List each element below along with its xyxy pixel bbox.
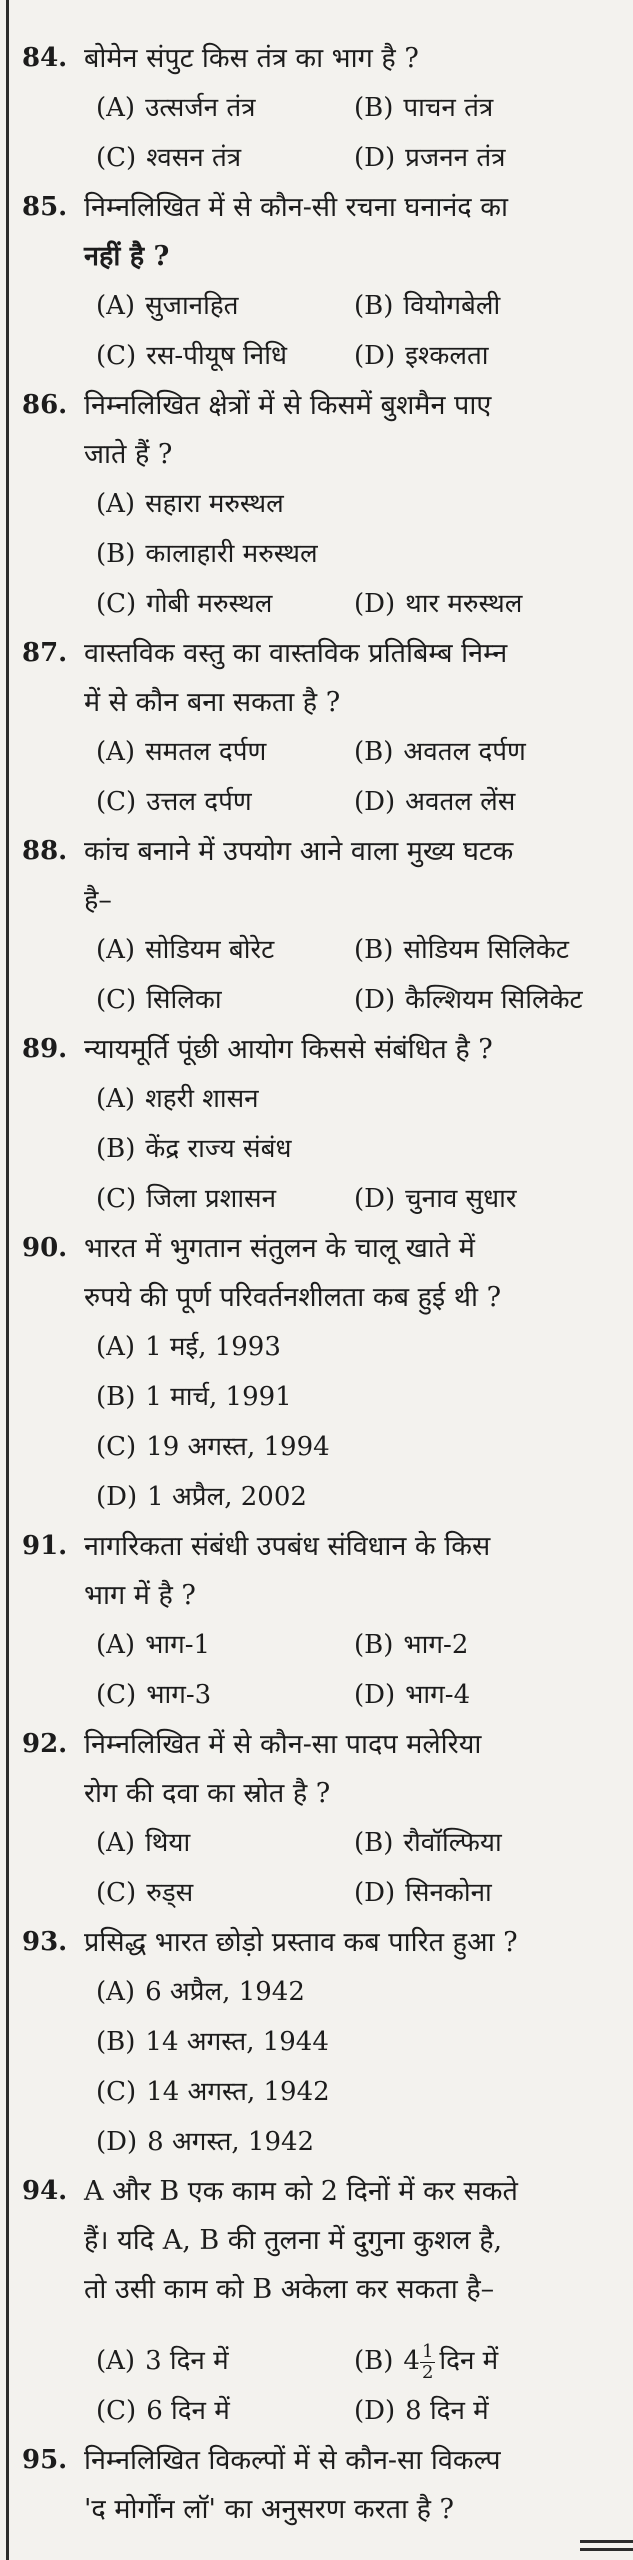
option-d[interactable]: (D) प्रजनन तंत्र	[354, 143, 506, 173]
option-b[interactable]: (B) रौवॉल्फिया	[354, 1828, 502, 1858]
question-number: 95.	[22, 2445, 68, 2475]
question-text: निम्नलिखित में से कौन-सी रचना घनानंद का नहीं है ?	[84, 192, 508, 272]
question-number: 88.	[22, 836, 68, 866]
option-c[interactable]: (C) भाग-3	[96, 1680, 212, 1710]
question-text: निम्नलिखित विकल्पों में से कौन-सा विकल्प 'द मोर्गोंन लॉ' का अनुसरण करता है ?	[84, 2445, 501, 2525]
option-b[interactable]: (B) 14 अगस्त, 1944	[96, 2027, 329, 2057]
question-88	[22, 827, 613, 1025]
question-text: वास्तविक वस्तु का वास्तविक प्रतिबिम्ब निम्न में से कौन बना सकता है ?	[84, 638, 508, 718]
question-number: 87.	[22, 638, 68, 668]
option-c[interactable]: (C) 6 दिन में	[96, 2396, 230, 2426]
question-number: 91.	[22, 1531, 68, 1561]
option-b[interactable]: (B) केंद्र राज्य संबंध	[96, 1134, 292, 1164]
option-c[interactable]: (C) रुड्स	[96, 1878, 194, 1908]
question-89	[22, 1025, 613, 1224]
option-d[interactable]: (D) 8 अगस्त, 1942	[96, 2127, 315, 2157]
option-b[interactable]: (B) पाचन तंत्र	[354, 93, 494, 123]
options	[22, 727, 613, 827]
options	[22, 2336, 613, 2436]
question-87	[22, 629, 613, 827]
option-c[interactable]: (C) सिलिका	[96, 985, 222, 1015]
option-b[interactable]: (B) वियोगबेली	[354, 291, 501, 321]
option-c[interactable]: (C) 19 अगस्त, 1994	[96, 1432, 330, 1462]
question-text: कांच बनाने में उपयोग आने वाला मुख्य घटक है–	[84, 836, 514, 916]
question-text: भारत में भुगतान संतुलन के चालू खाते में रुपये की पूर्ण परिवर्तनशीलता कब हुई थी ?	[84, 1233, 502, 1313]
question-number: 85.	[22, 192, 68, 222]
options	[22, 925, 613, 1025]
option-b[interactable]: (B) 1 मार्च, 1991	[96, 1382, 292, 1412]
options	[22, 1074, 613, 1224]
question-number: 90.	[22, 1233, 68, 1263]
fraction: $\frac{1}{2}$	[421, 2340, 434, 2383]
option-d[interactable]: (D) सिनकोना	[354, 1878, 492, 1908]
question-text: निम्नलिखित में से कौन-सा पादप मलेरिया रोग की दवा का स्रोत है ?	[84, 1729, 482, 1809]
option-c[interactable]: (C) जिला प्रशासन	[96, 1184, 277, 1214]
question-92	[22, 1720, 613, 1918]
option-b[interactable]: (B) कालाहारी मरुस्थल	[96, 539, 318, 569]
options	[22, 83, 613, 183]
option-c[interactable]: (C) उत्तल दर्पण	[96, 787, 252, 817]
option-c[interactable]: (C) श्वसन तंत्र	[96, 143, 242, 173]
option-a[interactable]: (A) थिया	[96, 1828, 191, 1858]
question-text: प्रसिद्ध भारत छोड़ो प्रस्ताव कब पारित हुआ ?	[84, 1927, 518, 1958]
options	[22, 281, 613, 381]
option-a[interactable]: (A) उत्सर्जन तंत्र	[96, 93, 256, 123]
question-93	[22, 1918, 613, 2167]
option-a[interactable]: (A) शहरी शासन	[96, 1084, 259, 1114]
question-94	[22, 2167, 613, 2436]
question-text: बोमेन संपुट किस तंत्र का भाग है ?	[84, 43, 419, 74]
question-number: 89.	[22, 1034, 68, 1064]
options	[22, 1620, 613, 1720]
option-b[interactable]: (B) सोडियम सिलिकेट	[354, 935, 569, 965]
option-d[interactable]: (D) 8 दिन में	[354, 2396, 489, 2426]
option-b[interactable]: (B) भाग-2	[354, 1630, 469, 1660]
question-number: 84.	[22, 43, 68, 73]
options	[22, 479, 613, 629]
question-number: 92.	[22, 1729, 68, 1759]
question-text: निम्नलिखित क्षेत्रों में से किसमें बुशमैन पाए जाते हैं ?	[84, 390, 492, 470]
question-text: न्यायमूर्ति पूंछी आयोग किससे संबंधित है ?	[84, 1034, 493, 1065]
question-91	[22, 1522, 613, 1720]
option-a[interactable]: (A) सुजानहित	[96, 291, 239, 321]
option-a[interactable]: (A) 3 दिन में	[96, 2346, 229, 2376]
option-b[interactable]: (B) अवतल दर्पण	[354, 737, 526, 767]
option-d[interactable]: (D) भाग-4	[354, 1680, 471, 1710]
question-number: 93.	[22, 1927, 68, 1957]
options	[22, 1322, 613, 1522]
question-text: A और B एक काम को 2 दिनों में कर सकते हैं। यदि A, B की तुलना में दुगुना कुशल है, तो उसी काम को B अकेला कर सकता है–	[84, 2176, 518, 2305]
option-a[interactable]: (A) 6 अप्रैल, 1942	[96, 1977, 305, 2007]
option-d[interactable]: (D) कैल्शियम सिलिकेट	[354, 985, 583, 1015]
question-text: नागरिकता संबंधी उपबंध संविधान के किस भाग में है ?	[84, 1531, 491, 1611]
option-a[interactable]: (A) सोडियम बोरेट	[96, 935, 275, 965]
option-c[interactable]: (C) 14 अगस्त, 1942	[96, 2077, 330, 2107]
question-86	[22, 381, 613, 629]
question-90	[22, 1224, 613, 1522]
option-d[interactable]: (D) इश्कलता	[354, 341, 489, 371]
option-c[interactable]: (C) गोबी मरुस्थल	[96, 589, 273, 619]
option-a[interactable]: (A) 1 मई, 1993	[96, 1332, 281, 1362]
option-a[interactable]: (A) सहारा मरुस्थल	[96, 489, 284, 519]
question-95	[22, 2436, 613, 2534]
option-d[interactable]: (D) चुनाव सुधार	[354, 1184, 517, 1214]
options	[22, 1818, 613, 1918]
option-a[interactable]: (A) समतल दर्पण	[96, 737, 267, 767]
question-85	[22, 183, 613, 381]
question-84	[22, 34, 613, 183]
option-a[interactable]: (A) भाग-1	[96, 1630, 211, 1660]
option-c[interactable]: (C) रस-पीयूष निधि	[96, 341, 287, 371]
option-d[interactable]: (D) अवतल लेंस	[354, 787, 516, 817]
question-number: 86.	[22, 390, 68, 420]
option-d[interactable]: (D) 1 अप्रैल, 2002	[96, 1482, 307, 1512]
question-number: 94.	[22, 2176, 68, 2206]
option-b[interactable]: (B) 4 $\frac{1}{2}$ दिन में	[354, 2340, 499, 2383]
option-d[interactable]: (D) थार मरुस्थल	[354, 589, 523, 619]
options	[22, 1967, 613, 2167]
